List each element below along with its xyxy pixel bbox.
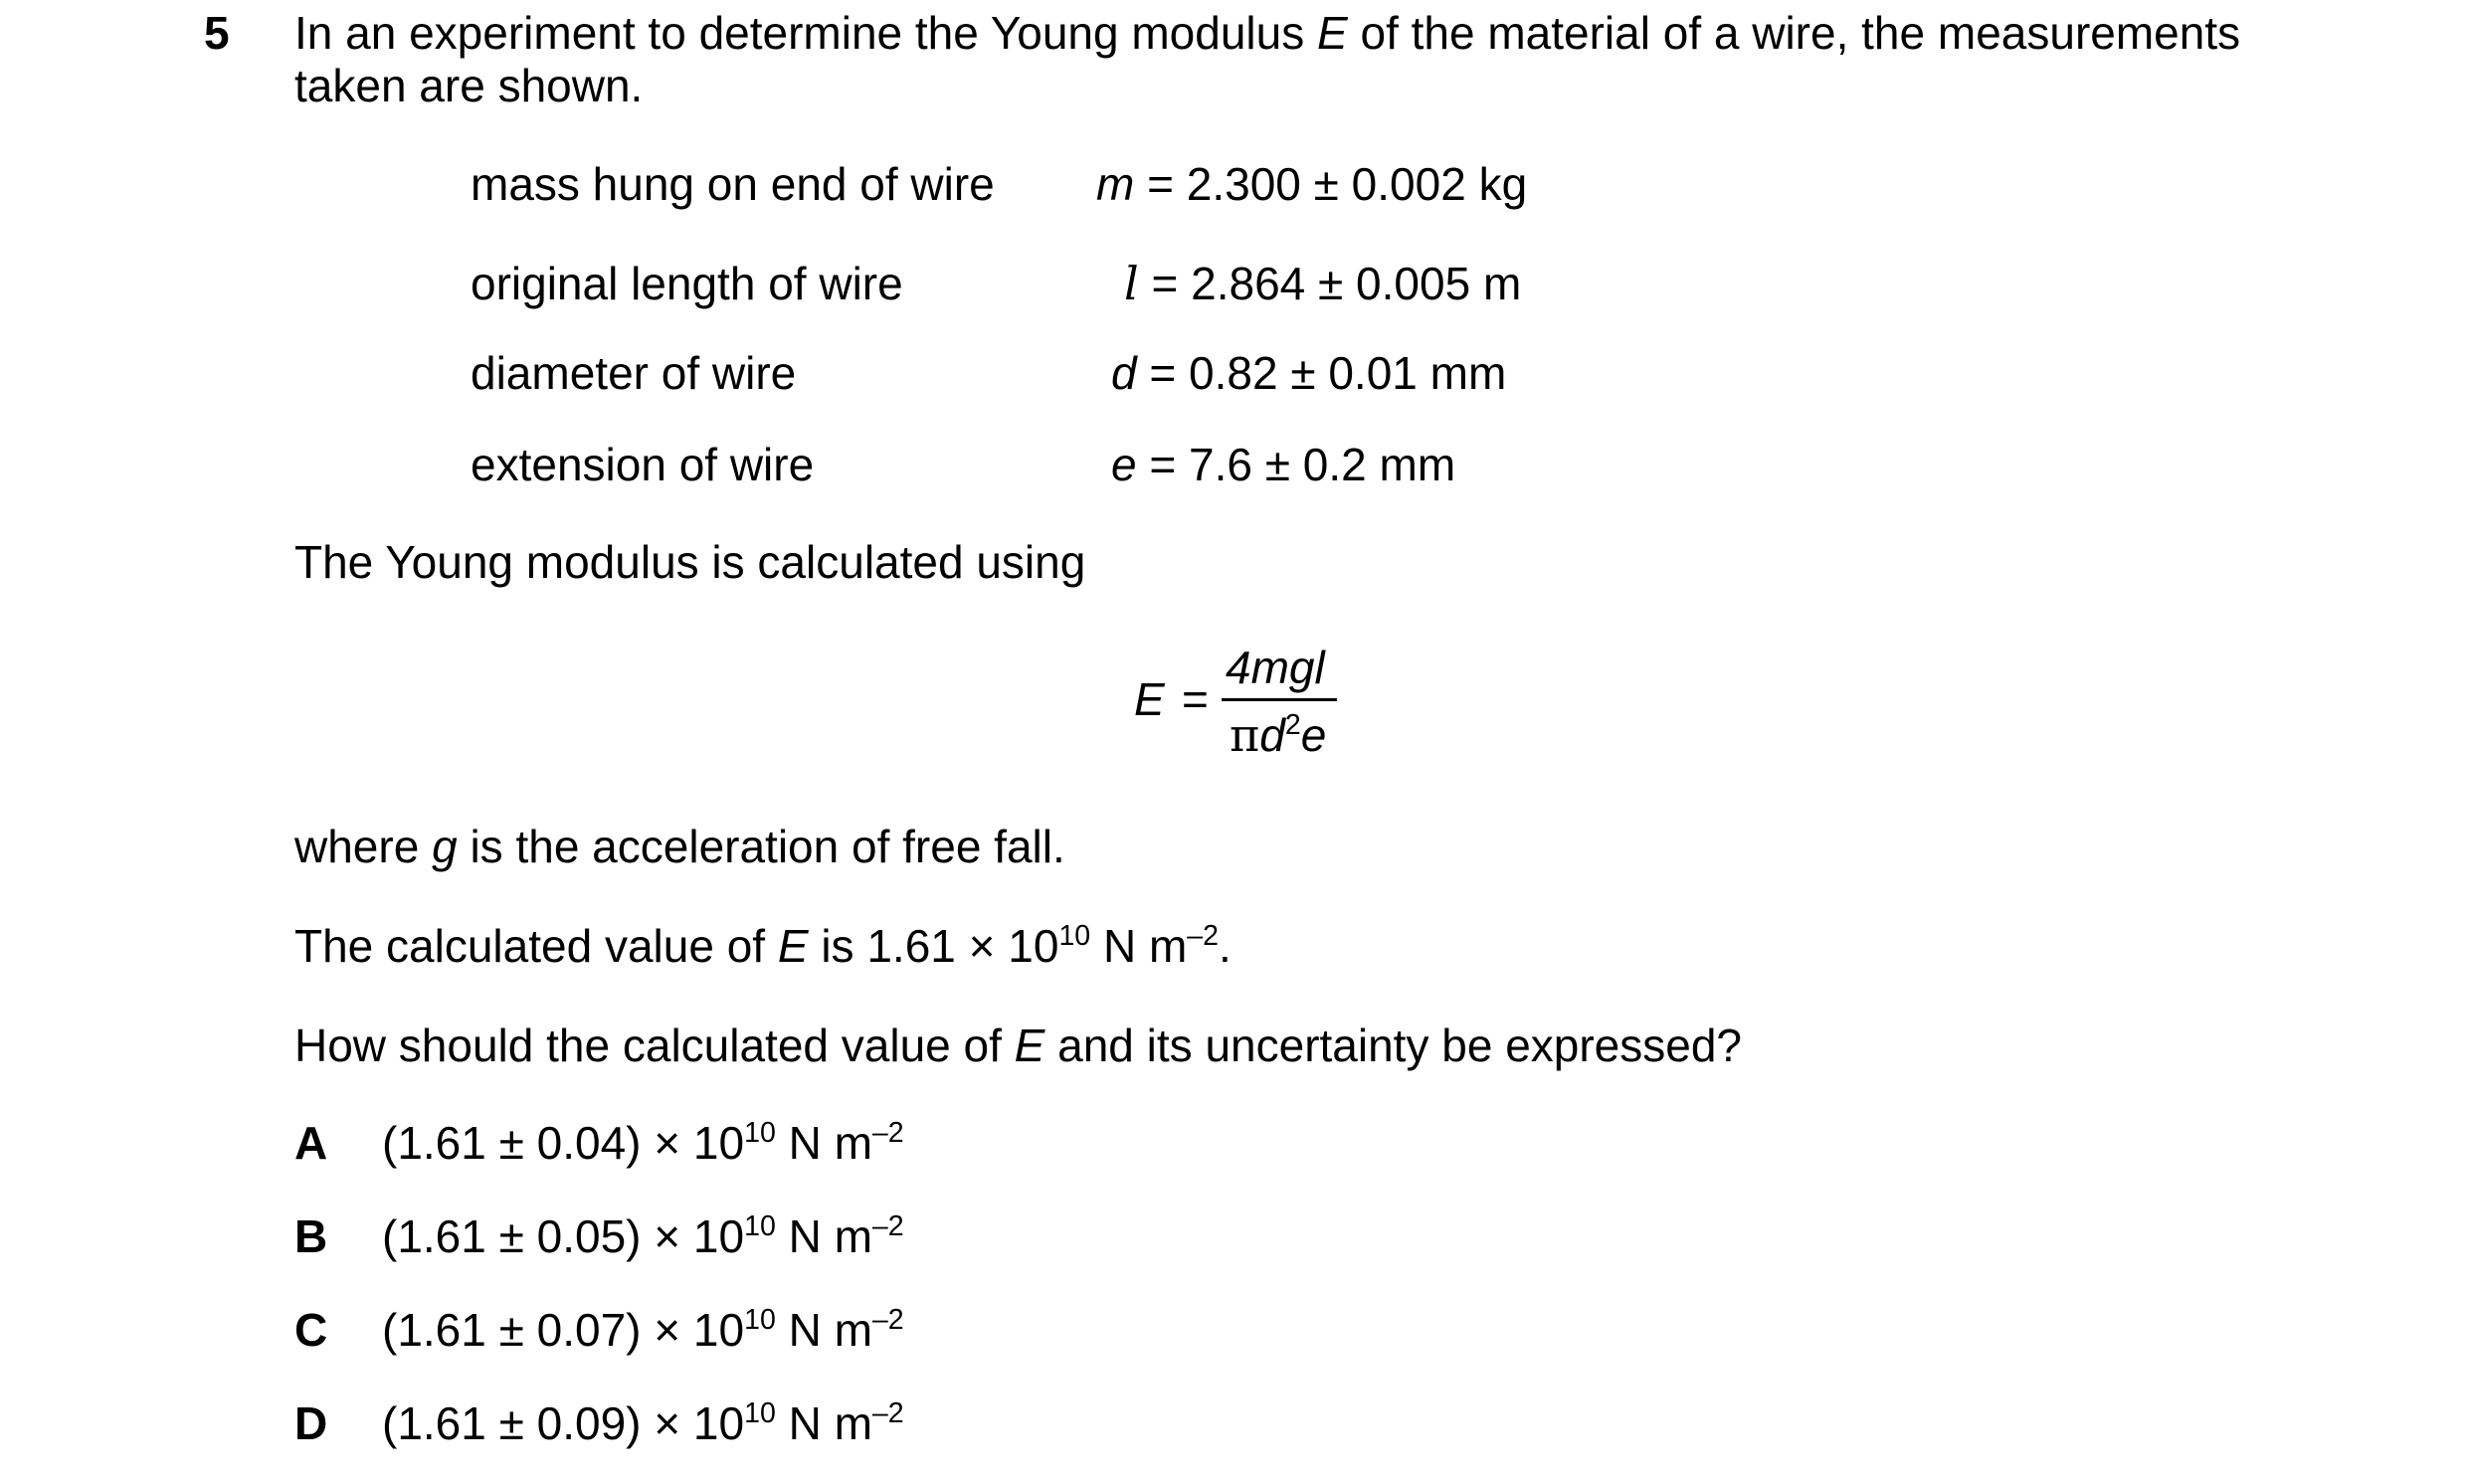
option-c-unit-exp: –2 bbox=[871, 1304, 904, 1337]
where-b: is the acceleration of free fall. bbox=[457, 821, 1065, 872]
option-d-unit-exp: –2 bbox=[871, 1397, 904, 1430]
question-intro-line2: taken are shown. bbox=[294, 60, 644, 111]
option-a-letter[interactable]: A bbox=[294, 1117, 328, 1169]
symbol-l: l bbox=[1124, 257, 1139, 310]
option-c-main: (1.61 ± 0.07) × 10 bbox=[382, 1304, 745, 1356]
option-d-letter[interactable]: D bbox=[294, 1397, 328, 1449]
option-d-main: (1.61 ± 0.09) × 10 bbox=[382, 1397, 745, 1449]
formula-lhs-E: E bbox=[1134, 673, 1165, 725]
prompt-b: and its uncertainty be expressed? bbox=[1044, 1020, 1743, 1071]
intro-text-a: In an experiment to determine the Young modulus bbox=[294, 7, 1318, 59]
option-b-unit: N m bbox=[775, 1210, 872, 1262]
symbol-m: m bbox=[1096, 158, 1135, 210]
formula-d: d bbox=[1259, 709, 1285, 761]
option-d-text[interactable] bbox=[382, 1397, 904, 1449]
measurement-value-extension bbox=[1111, 439, 1456, 490]
option-a-text[interactable] bbox=[382, 1117, 904, 1169]
where-g: g bbox=[432, 821, 458, 872]
option-b-text[interactable] bbox=[382, 1210, 904, 1262]
where-text bbox=[294, 821, 1065, 872]
measurement-label-length: original length of wire bbox=[471, 258, 903, 309]
option-b-exp: 10 bbox=[744, 1210, 776, 1243]
symbol-e: e bbox=[1111, 439, 1137, 490]
value-length: = 2.864 ± 0.005 m bbox=[1138, 258, 1522, 309]
calc-unit: N m bbox=[1090, 920, 1188, 972]
calc-b: is 1.61 × 10 bbox=[808, 920, 1059, 972]
question-prompt bbox=[294, 1020, 1743, 1071]
measurement-value-length bbox=[1124, 257, 1522, 310]
option-a-unit: N m bbox=[775, 1117, 872, 1169]
option-c-exp: 10 bbox=[744, 1304, 776, 1337]
calculated-value bbox=[294, 920, 1232, 972]
question-number: 5 bbox=[204, 7, 230, 59]
calc-unit-exp: –2 bbox=[1187, 920, 1219, 953]
calc-exp: 10 bbox=[1058, 920, 1091, 953]
measurement-label-mass: mass hung on end of wire bbox=[471, 158, 995, 210]
intro-text-b: of the material of a wire, the measurements bbox=[1347, 7, 2241, 59]
calc-E: E bbox=[777, 920, 809, 972]
formula-d-exponent: 2 bbox=[1284, 709, 1301, 742]
formula-denominator bbox=[1230, 708, 1327, 762]
value-diameter: = 0.82 ± 0.01 mm bbox=[1136, 347, 1507, 399]
option-c-unit: N m bbox=[775, 1304, 872, 1356]
measurement-value-mass bbox=[1096, 158, 1528, 210]
calc-end: . bbox=[1219, 920, 1232, 972]
symbol-d: d bbox=[1111, 347, 1137, 399]
measurement-label-diameter: diameter of wire bbox=[471, 347, 797, 399]
option-b-unit-exp: –2 bbox=[871, 1210, 904, 1243]
formula-equals: = bbox=[1182, 673, 1209, 725]
option-d-unit: N m bbox=[775, 1397, 872, 1449]
formula-e: e bbox=[1300, 709, 1327, 761]
option-a-main: (1.61 ± 0.04) × 10 bbox=[382, 1117, 745, 1169]
option-d-exp: 10 bbox=[744, 1397, 776, 1430]
option-c-letter[interactable]: C bbox=[294, 1304, 328, 1356]
value-extension: = 7.6 ± 0.2 mm bbox=[1136, 439, 1456, 490]
formula-intro: The Young modulus is calculated using bbox=[294, 536, 1086, 588]
measurement-label-extension: extension of wire bbox=[471, 439, 815, 490]
measurement-value-diameter bbox=[1111, 347, 1507, 399]
prompt-E: E bbox=[1014, 1020, 1045, 1071]
question-intro-line1 bbox=[294, 7, 2241, 59]
formula-pi: π bbox=[1230, 708, 1260, 762]
prompt-a: How should the calculated value of bbox=[294, 1020, 1015, 1071]
option-a-exp: 10 bbox=[744, 1117, 776, 1150]
value-mass: = 2.300 ± 0.002 kg bbox=[1134, 158, 1528, 210]
intro-symbol-E: E bbox=[1317, 7, 1348, 59]
formula-fraction-bar bbox=[1222, 698, 1337, 701]
option-b-main: (1.61 ± 0.05) × 10 bbox=[382, 1210, 745, 1262]
calc-a: The calculated value of bbox=[294, 920, 778, 972]
option-b-letter[interactable]: B bbox=[294, 1210, 328, 1262]
option-a-unit-exp: –2 bbox=[871, 1117, 904, 1150]
formula-numerator: 4mgl bbox=[1226, 642, 1325, 693]
where-a: where bbox=[294, 821, 433, 872]
option-c-text[interactable] bbox=[382, 1304, 904, 1356]
